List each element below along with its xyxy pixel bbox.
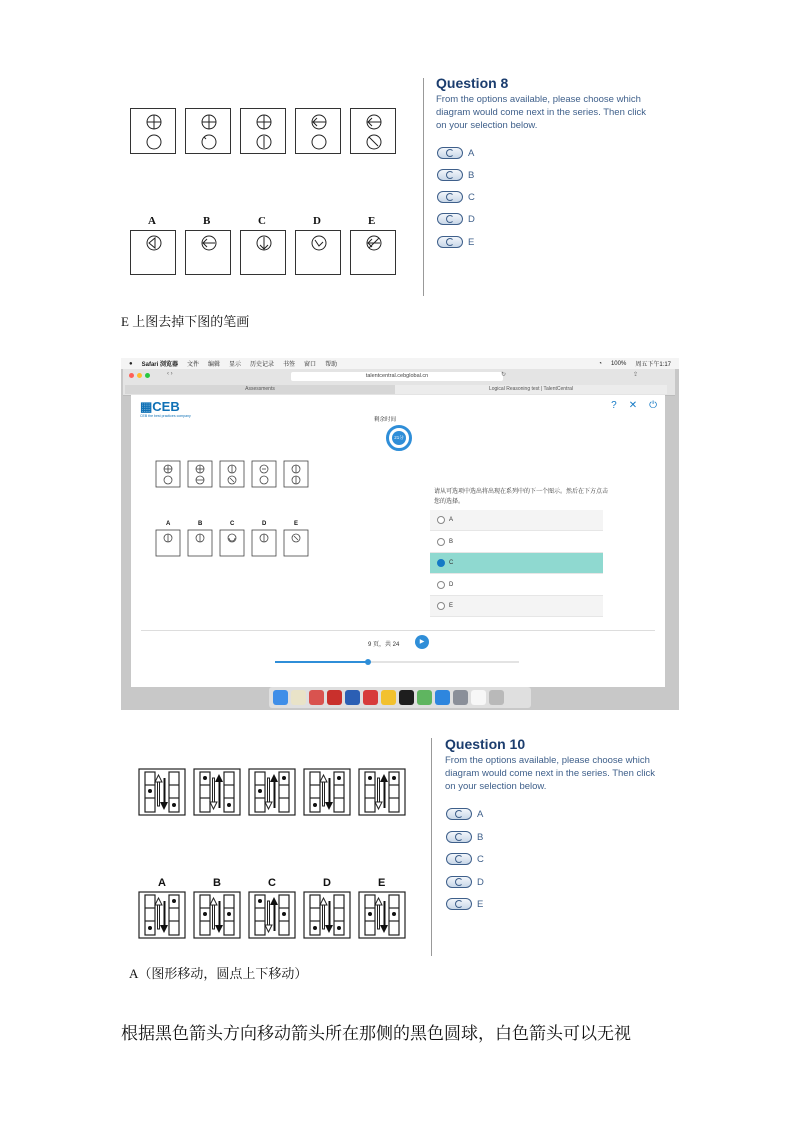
share-icon[interactable]: ⇪ bbox=[633, 372, 639, 378]
s-option-c[interactable]: C bbox=[430, 553, 603, 574]
menu-help[interactable]: 帮助 bbox=[325, 362, 338, 368]
radio-pill-icon[interactable] bbox=[437, 147, 463, 159]
mute-icon[interactable]: ✕ bbox=[628, 400, 638, 411]
battery-status: 100% bbox=[610, 360, 627, 367]
q8-option-b[interactable]: B bbox=[437, 167, 474, 183]
radio-pill-icon[interactable] bbox=[437, 169, 463, 181]
q8-answer-letter-d: D bbox=[313, 215, 321, 227]
s-progress-fill bbox=[275, 661, 368, 663]
diamond-circle-icon bbox=[296, 231, 342, 276]
radio-pill-icon[interactable] bbox=[446, 876, 472, 888]
s-answer-letter-a: A bbox=[166, 521, 171, 527]
q8-answer-box-c bbox=[240, 230, 286, 275]
next-button[interactable] bbox=[415, 635, 429, 649]
s-answer-letter-e: E bbox=[294, 521, 299, 527]
document-icon[interactable] bbox=[471, 690, 486, 705]
youdao-icon[interactable] bbox=[363, 690, 378, 705]
q8-instruction: From the options available, please choose which diagram would come next in the series. Then click on your selection below. bbox=[436, 94, 646, 131]
radio-pill-icon[interactable] bbox=[437, 213, 463, 225]
conclusion-text: 根据黑色箭头方向移动箭头所在那侧的黑色圆球，白色箭头可以无视 bbox=[121, 1024, 631, 1044]
assessment-screenshot bbox=[121, 358, 679, 710]
radio-icon[interactable] bbox=[437, 538, 445, 546]
address-bar[interactable]: talentcentral.cebglobal.cn bbox=[291, 372, 503, 381]
radio-pill-icon[interactable] bbox=[446, 853, 472, 865]
q10-option-d[interactable]: D bbox=[446, 874, 484, 890]
q8-option-d[interactable]: D bbox=[437, 211, 475, 227]
q10-option-e[interactable]: E bbox=[446, 896, 483, 912]
back-forward-icon[interactable]: ‹ › bbox=[167, 371, 173, 377]
left-arrow-circle-icon bbox=[296, 109, 342, 155]
exit-icon[interactable]: ⏻ bbox=[649, 400, 657, 411]
q10-option-c[interactable]: C bbox=[446, 851, 484, 867]
radio-selected-icon[interactable] bbox=[437, 559, 445, 567]
q8-answer-letter-b: B bbox=[203, 215, 211, 227]
q8-series-box-3 bbox=[240, 108, 286, 154]
plus-circle-icon bbox=[186, 109, 232, 155]
play-arrow-icon: ▶ bbox=[419, 639, 425, 645]
q10-answer-row bbox=[138, 891, 408, 939]
ceb-logo: ▦CEB bbox=[140, 399, 180, 414]
trash-icon[interactable] bbox=[489, 690, 504, 705]
menubar-clock: 周五下午1:17 bbox=[635, 362, 671, 368]
radio-pill-icon[interactable] bbox=[446, 808, 472, 820]
finder-icon[interactable] bbox=[273, 690, 288, 705]
q10-answer-letter-c: C bbox=[268, 877, 276, 889]
minimize-window-icon[interactable] bbox=[137, 373, 142, 378]
q10-answer-letter-a: A bbox=[158, 877, 166, 889]
q10-title: Question 10 bbox=[445, 736, 526, 752]
series-figures-icon bbox=[155, 460, 315, 488]
netease-icon[interactable] bbox=[327, 690, 342, 705]
help-icon[interactable]: ? bbox=[611, 400, 617, 411]
s-answer-letter-c: C bbox=[230, 521, 235, 527]
wifi-icon: ◔ bbox=[598, 360, 602, 367]
s-option-e[interactable]: E bbox=[430, 596, 603, 617]
q8-answer-box-a bbox=[130, 230, 176, 275]
q8-option-a[interactable]: A bbox=[437, 145, 474, 161]
s-option-a[interactable]: A bbox=[430, 510, 603, 531]
left-triangle-circle-icon bbox=[131, 231, 177, 276]
notes-icon[interactable] bbox=[291, 690, 306, 705]
q10-option-a[interactable]: A bbox=[446, 806, 483, 822]
q8-answer-note: E 上图去掉下图的笔画 bbox=[121, 314, 250, 329]
q10-answer-letter-e: E bbox=[378, 877, 386, 889]
left-arrow-circle-icon bbox=[351, 109, 397, 155]
q8-answer-box-d bbox=[295, 230, 341, 275]
browser-toolbar bbox=[123, 369, 675, 396]
q10-option-b[interactable]: B bbox=[446, 829, 483, 845]
s-question-text: 请从可选项中选出将出现在系列中的下一个图示。然后在下方点击您的选择。 bbox=[434, 489, 609, 505]
chrome-icon[interactable] bbox=[381, 690, 396, 705]
menu-file[interactable]: 文件 bbox=[186, 362, 199, 368]
q8-series-box-2 bbox=[185, 108, 231, 154]
menubar-app-name: Safari 浏览器 bbox=[141, 362, 178, 368]
building-icon: ▦ bbox=[140, 399, 153, 414]
close-window-icon[interactable] bbox=[129, 373, 134, 378]
q8-series-box-4 bbox=[295, 108, 341, 154]
radio-icon[interactable] bbox=[437, 602, 445, 610]
q10-answer-letter-d: D bbox=[323, 877, 331, 889]
q8-answer-box-b bbox=[185, 230, 231, 275]
s-progress-knob bbox=[365, 659, 371, 665]
timer-value: 21分 bbox=[392, 431, 406, 445]
q10-instruction: From the options available, please choose which diagram would come next in the series. Then click on your selection below. bbox=[445, 755, 655, 792]
q10-answer-note: A（图形移动，圆点上下移动） bbox=[129, 966, 308, 981]
plus-circle-icon bbox=[131, 109, 177, 155]
radio-icon[interactable] bbox=[437, 516, 445, 524]
mac-menubar bbox=[121, 358, 679, 369]
answer-figures-icon bbox=[155, 529, 315, 557]
reload-icon[interactable]: ↻ bbox=[501, 372, 507, 378]
word-icon[interactable] bbox=[345, 690, 360, 705]
q8-title: Question 8 bbox=[436, 75, 509, 91]
s-option-b[interactable]: B bbox=[430, 532, 603, 553]
apple-icon: ● bbox=[129, 360, 133, 367]
q10-divider bbox=[431, 738, 432, 956]
timer-ring bbox=[386, 425, 412, 451]
q8-answer-letter-a: A bbox=[148, 215, 156, 227]
s-page-indicator: 9 页，共 24 bbox=[368, 642, 400, 648]
timer-label: 剩余时间 bbox=[374, 417, 397, 423]
s-option-d[interactable]: D bbox=[430, 575, 603, 596]
plus-circle-icon bbox=[241, 109, 287, 155]
zoom-window-icon[interactable] bbox=[145, 373, 150, 378]
radio-pill-icon[interactable] bbox=[446, 898, 472, 910]
s-footer-divider bbox=[141, 630, 655, 631]
menu-edit[interactable]: 编辑 bbox=[207, 362, 220, 368]
down-arrow-circle-icon bbox=[241, 231, 287, 276]
left-arrow-circle-icon bbox=[186, 231, 232, 276]
menu-window[interactable]: 窗口 bbox=[304, 362, 317, 368]
q8-option-c[interactable]: C bbox=[437, 189, 475, 205]
test-page bbox=[131, 395, 665, 687]
radio-pill-icon[interactable] bbox=[446, 831, 472, 843]
safari-icon[interactable] bbox=[435, 690, 450, 705]
s-progress-bar bbox=[275, 661, 519, 663]
ceb-tagline: CEB the best practices company bbox=[140, 414, 191, 418]
menu-view[interactable]: 显示 bbox=[229, 362, 242, 368]
q10-answer-letter-b: B bbox=[213, 877, 221, 889]
radio-pill-icon[interactable] bbox=[437, 236, 463, 248]
menu-history[interactable]: 历史记录 bbox=[250, 362, 275, 368]
menu-bookmarks[interactable]: 书签 bbox=[283, 362, 296, 368]
header-icons bbox=[611, 400, 657, 411]
radio-icon[interactable] bbox=[437, 581, 445, 589]
q8-series-box-1 bbox=[130, 108, 176, 154]
q10-series-row bbox=[138, 768, 408, 816]
wechat-icon[interactable] bbox=[417, 690, 432, 705]
calendar-icon[interactable] bbox=[309, 690, 324, 705]
q8-option-e[interactable]: E bbox=[437, 234, 474, 250]
mac-dock bbox=[269, 687, 531, 708]
preview-icon[interactable] bbox=[453, 690, 468, 705]
q8-divider bbox=[423, 78, 424, 296]
left-arrow-slash-circle-icon bbox=[351, 231, 397, 276]
q8-series-box-5 bbox=[350, 108, 396, 154]
pycharm-icon[interactable] bbox=[399, 690, 414, 705]
q8-answer-box-e bbox=[350, 230, 396, 275]
tab-logical-reasoning[interactable]: Logical Reasoning test | TalentCentral bbox=[395, 385, 667, 394]
radio-pill-icon[interactable] bbox=[437, 191, 463, 203]
q8-answer-letter-c: C bbox=[258, 215, 266, 227]
s-answer-letter-d: D bbox=[262, 521, 267, 527]
q8-answer-letter-e: E bbox=[368, 215, 376, 227]
tab-assessments[interactable]: Assessments bbox=[125, 385, 395, 394]
s-answer-letter-b: B bbox=[198, 521, 203, 527]
